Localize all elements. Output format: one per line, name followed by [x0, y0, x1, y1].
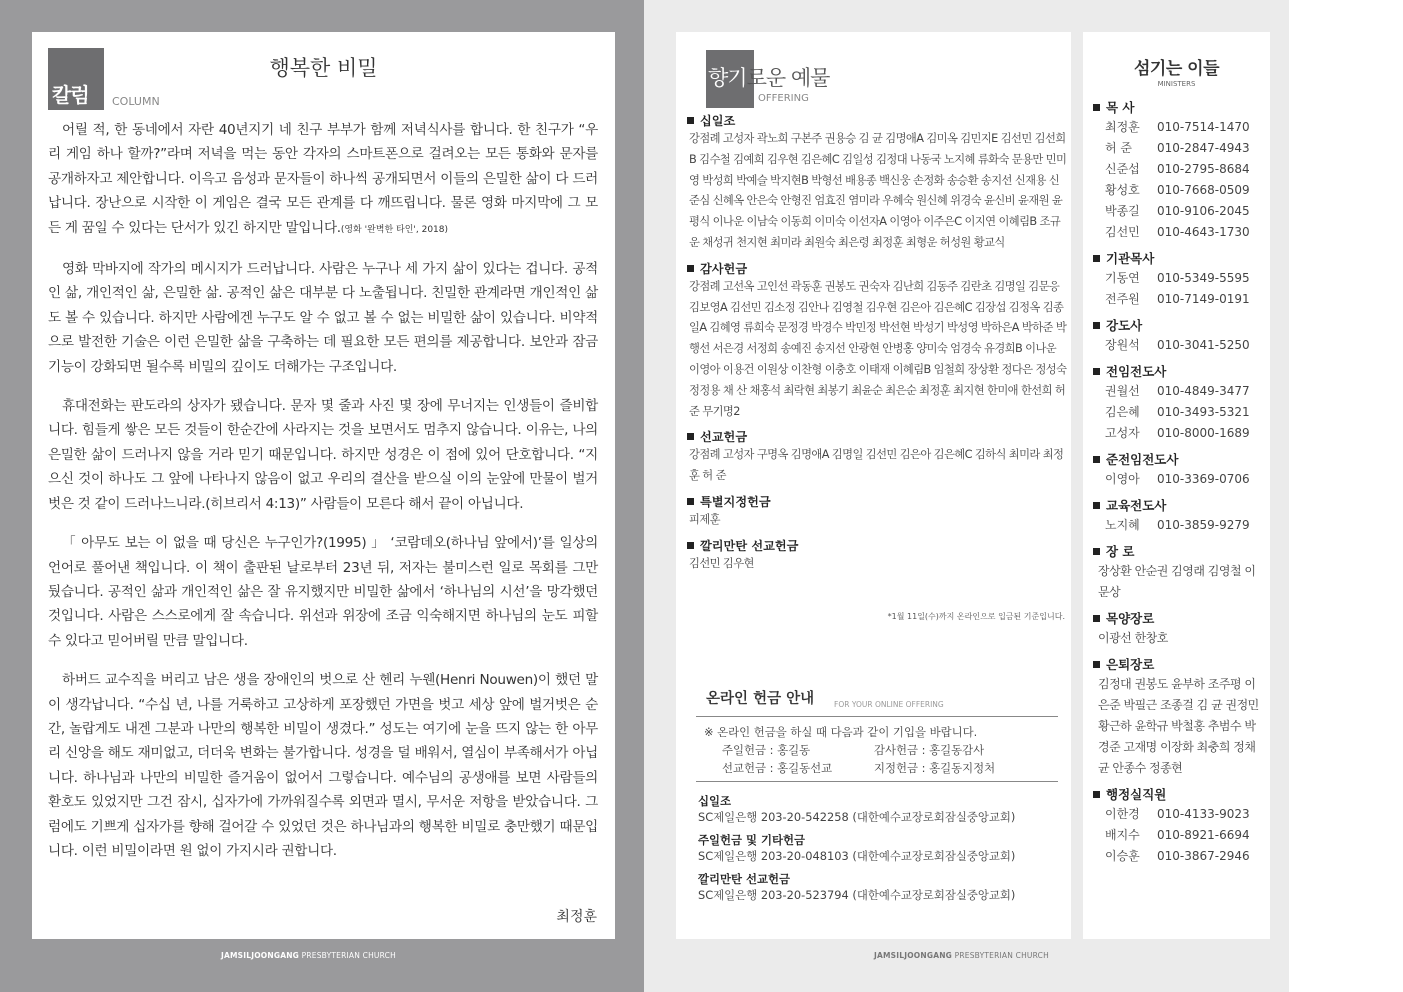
minister-row: 노지혜 010-3859-9279: [1105, 518, 1250, 532]
elder-names: 장상환 안순권 김영래 김영철 이문상: [1098, 564, 1256, 599]
column-paragraph: 하버드 교수직을 버리고 남은 생을 장애인의 벗으로 산 헨리 누웬(Henri Nouwen)이 했던 말이 생각납니다. “수십 년, 나를 거룩하고 고상하게 포장했던 가면을 벗고 세상 앞에 벌거벗은 순간, 놀랍게도 내겐 그분과 나만의 행복한 비밀이 생겼다.” 성도는 여기에 눈을 뜨지 않는 한 아무리 신앙을 해도 재미없고, 더더욱 변화는 불가합니다. 성경을 덜 배워서, 열심이 부족해서가 아닙니다. 하나님과 나만의 비밀한 즐거움이 없어서 그렇습니다. 예수님의 공생애를 보면 사람들의 환호도 있었지만 그건 잠시, 십자가에 가까워질수록 외면과 멸시, 무서운 저항을 받았습니다. 그럼에도 기쁘게 십자가를 향해 걸어갈 수 있었던 것은 하나님과의 행복한 비밀로 충만했기 때문입니다. 이런 비밀이라면 원 없이 가지시라 권합니다.: [48, 672, 598, 859]
minister-group: 은퇴장로 김정대 권봉도 윤부하 조주평 이은준 박필근 조종걸 김 균 권정민 황근하 윤학규 박철홍 추범수 박경준 고재명 이장화 최충희 정채균 안종수 정종현: [1093, 656, 1265, 779]
minister-row: 전주원 010-7149-0191: [1105, 292, 1250, 306]
bank-account: 깔리만탄 선교헌금 SC제일은행 203-20-523794 (대한예수교장로회잠실중앙교회): [698, 872, 1016, 902]
minister-row: 장원석 010-3041-5250: [1105, 338, 1250, 352]
column-paragraph: 영화 막바지에 작가의 메시지가 드러납니다. 사람은 누구나 세 가지 삶이 있다는 겁니다. 공적인 삶, 개인적인 삶, 은밀한 삶. 공적인 삶은 대부분 다 노출됩니다. 친밀한 관계라면 개인적인 삶도 볼 수 있습니다. 하지만 사람에겐 누구도 알 수 없고 볼 수 없는 비밀한 삶이 있습니다. 비약적으로 발전한 기술은 이런 은밀한 삶을 구축하는 데 필요한 모든 편의를 제공합니다. 보안과 잠금기능이 강화되면 될수록 비밀의 깊이도 더해가는 구조입니다.: [48, 261, 598, 375]
ministers-list: [1093, 99, 1265, 874]
minister-group: 전임전도사 권월선 010-4849-3477 김은혜 010-3493-5321 고성자 010-8000-1689: [1093, 363, 1265, 444]
minister-group: 강도사 장원석 010-3041-5250: [1093, 317, 1265, 356]
offering-panel: [676, 32, 1071, 939]
minister-row: 황성호 010-7668-0509: [1105, 183, 1250, 197]
minister-row: 허 준 010-2847-4943: [1105, 141, 1250, 155]
minister-row: 김선민 010-4643-1730: [1105, 225, 1250, 239]
minister-group: 장 로 장상환 안순권 김영래 김영철 이문상: [1093, 543, 1265, 603]
offering-subtitle: OFFERING: [758, 93, 809, 104]
offering-heading: 선교헌금: [687, 428, 1067, 446]
footer-left: JAMSILJOONGANG PRESBYTERIAN CHURCH: [221, 951, 396, 960]
offering-list: [687, 112, 1067, 581]
column-tag-label: 칼럼: [52, 83, 89, 107]
online-offering-examples: 주일헌금 : 홍길동 감사헌금 : 홍길동감사 선교헌금 : 홍길동선교 지정헌금 : 홍길동지정처: [722, 743, 996, 775]
minister-row: 기동연 010-5349-5595: [1105, 271, 1250, 285]
column-paragraph: 휴대전화는 판도라의 상자가 됐습니다. 문자 몇 줄과 사진 몇 장에 무너지는 인생들이 즐비합니다. 힘들게 쌓은 모든 것들이 한순간에 사라지는 것을 보면서도 멈추지 않습니다. 이유는, 나의 은밀한 삶이 드러나지 않을 거라 믿기 때문입니다. 하지만 성경은 이 점에 있어 단호합니다. “지으신 것이 하나도 그 앞에 나타나지 않음이 없고 우리의 결산을 받으실 이의 눈앞에 만물이 벌거벗은 것 같이 드러나느니라.(히브리서 4:13)” 사람들이 모른다 해서 끝이 아닙니다.: [48, 398, 598, 512]
elder-names: 이광선 한창호: [1098, 631, 1168, 645]
offering-names: 강점례 고성자 곽노희 구본주 권용승 김 균 김명애A 김미옥 김민지E 김선민 김선희B 김수철 김예희 김우현 김은혜C 김일성 김정대 나동국 노지혜 류화숙 문용만 민미영 박성희 박예슬 박지현B 박형선 배용종 백신웅 손정화 송승환 송지선 신재용 신준심 신혜옥 안은숙 안형진 엄효진 염미라 우혜숙 원신혜 위경숙 윤신비 윤재원 윤평식 이나운 이남숙 이동희 이미숙 이선자A 이영아 이주은C 이지연 이혜림B 조규운 채성귀 천지현 최미라 최원숙 최은령 최정훈 최형운 허성원 황교식: [689, 132, 1067, 249]
minister-group: 준전임전도사 이영아 010-3369-0706: [1093, 451, 1265, 490]
minister-row: 박종길 010-9106-2045: [1105, 204, 1250, 218]
minister-row: 배지수 010-8921-6694: [1105, 828, 1250, 842]
divider: [696, 716, 1058, 717]
column-title: 행복한 비밀: [269, 56, 378, 80]
ministers-title: 섬기는 이들: [1133, 59, 1220, 79]
minister-group: 교육전도사 노지혜 010-3859-9279: [1093, 497, 1265, 536]
column-paragraph: 「 아무도 보는 이 없을 때 당신은 누구인가?(1995) 」 ‘코람데오(하나님 앞에서)’를 일상의 언어로 풀어낸 책입니다. 이 책이 출판된 날로부터 23년 뒤, 저자는 불미스런 일로 목회를 그만뒀습니다. 공적인 삶과 개인적인 삶은 잘 유지했지만 비밀한 삶에서 ‘하나님의 시선’을 망각했던 것입니다. 사람은 스스로에게 잘 속습니다. 위선과 위장에 조금 익숙해지면 하나님의 눈도 피할 수 있다고 믿어버릴 만큼 말입니다.: [48, 535, 598, 649]
column-panel: [32, 32, 615, 939]
column-author: 최정훈: [556, 909, 597, 925]
bank-account: 십일조 SC제일은행 203-20-542258 (대한예수교장로회잠실중앙교회): [698, 794, 1016, 824]
divider: [696, 781, 1058, 782]
offering-heading: 특별지정헌금: [687, 493, 1067, 511]
offering-title: 향기로운 예물: [708, 66, 830, 90]
minister-row: 최정훈 010-7514-1470: [1105, 120, 1250, 134]
minister-row: 이승훈 010-3867-2946: [1105, 849, 1250, 863]
minister-row: 이영아 010-3369-0706: [1105, 472, 1250, 486]
minister-row: 이한경 010-4133-9023: [1105, 807, 1250, 821]
offering-names: 강점례 고성자 구명옥 김명애A 김명일 김선민 김은아 김은혜C 김하식 최미라 최정훈 허 준: [689, 448, 1064, 483]
offering-names: 피제훈: [689, 512, 720, 526]
minister-group: 행정실직원 이한경 010-4133-9023 배지수 010-8921-6694 이승훈 010-3867-2946: [1093, 786, 1265, 867]
minister-row: 신준섭 010-2795-8684: [1105, 162, 1250, 176]
minister-group: 목양장로 이광선 한창호: [1093, 610, 1265, 649]
offering-names: 김선민 김우현: [689, 556, 754, 570]
ministers-panel: [1083, 32, 1270, 939]
minister-row: 고성자 010-8000-1689: [1105, 426, 1250, 440]
minister-group: 기관목사 기동연 010-5349-5595 전주원 010-7149-0191: [1093, 250, 1265, 310]
online-offering-subtitle: FOR YOUR ONLINE OFFERING: [834, 700, 944, 709]
offering-names: 강점례 고선옥 고인선 곽동훈 권봉도 권숙자 김난희 김동주 김란초 김명일 김문응 김보영A 김선민 김소정 김안나 김영철 김우현 김은아 김은혜C 김장섭 김정옥 김종일A 김혜영 류희숙 문정경 박경수 박민정 박선현 박성기 박성영 박하은A 박하준 박행선 서은경 서정희 송예진 송지선 안광현 안병홍 양미숙 엄경숙 유경희B 이나운 이영아 이용건 이원상 이찬형 이충호 이태재 이혜림B 임철희 장상환 정다은 정성숙 정정용 채 산 채홍석 최락현 최봉기 최윤순 최은순 최정훈 최지현 한미애 한선희 허 준 무기명2: [689, 279, 1067, 418]
offering-note: *1월 11일(수)까지 온라인으로 입금된 기준입니다.: [887, 612, 1065, 621]
column-body: [48, 118, 598, 878]
minister-row: 김은혜 010-3493-5321: [1105, 405, 1250, 419]
elder-names: 김정대 권봉도 윤부하 조주평 이은준 박필근 조종걸 김 균 권정민 황근하 윤학규 박철홍 추범수 박경준 고재명 이장화 최충희 정채균 안종수 정종현: [1098, 677, 1259, 775]
ministers-subtitle: MINISTERS: [1157, 80, 1196, 88]
offering-heading: 깔리만탄 선교헌금: [687, 537, 1067, 555]
minister-row: 권월선 010-4849-3477: [1105, 384, 1250, 398]
bank-account: 주일헌금 및 기타헌금 SC제일은행 203-20-048103 (대한예수교장로회잠실중앙교회): [698, 833, 1016, 863]
online-offering-title: 온라인 헌금 안내: [706, 691, 815, 707]
offering-heading: 감사헌금: [687, 260, 1067, 278]
online-offering-instructions: ※ 온라인 헌금을 하실 때 다음과 같이 기입을 바랍니다.: [704, 725, 978, 739]
footer-right: JAMSILJOONGANG PRESBYTERIAN CHURCH: [874, 951, 1049, 960]
minister-group: 목 사 최정훈 010-7514-1470 허 준 010-2847-4943 신준섭 010-2795-8684 황성호 010-7668-0509 박종길 010-9106-2045 김선민 010-4643-1730: [1093, 99, 1265, 243]
offering-heading: 십일조: [687, 112, 1067, 130]
column-subtitle: COLUMN: [112, 95, 160, 108]
column-paragraph: 어릴 적, 한 동네에서 자란 40년지기 네 친구 부부가 함께 저녁식사를 합니다. 한 친구가 “우리 게임 하나 할까?”라며 저녁을 먹는 동안 각자의 스마트폰으로 걸려오는 모든 통화와 문자를 공개하자고 제안합니다. 이윽고 음성과 문자들이 하나씩 공개되면서 이들의 은밀한 삶이 다 드러납니다. 장난으로 시작한 이 게임은 결국 모든 관계를 다 깨뜨립니다. 물론 영화 마지막에 그 모든 게 꿈일 수 있다는 단서가 있긴 하지만 말입니다.(영화 '완벽한 타인', 2018): [48, 122, 598, 236]
